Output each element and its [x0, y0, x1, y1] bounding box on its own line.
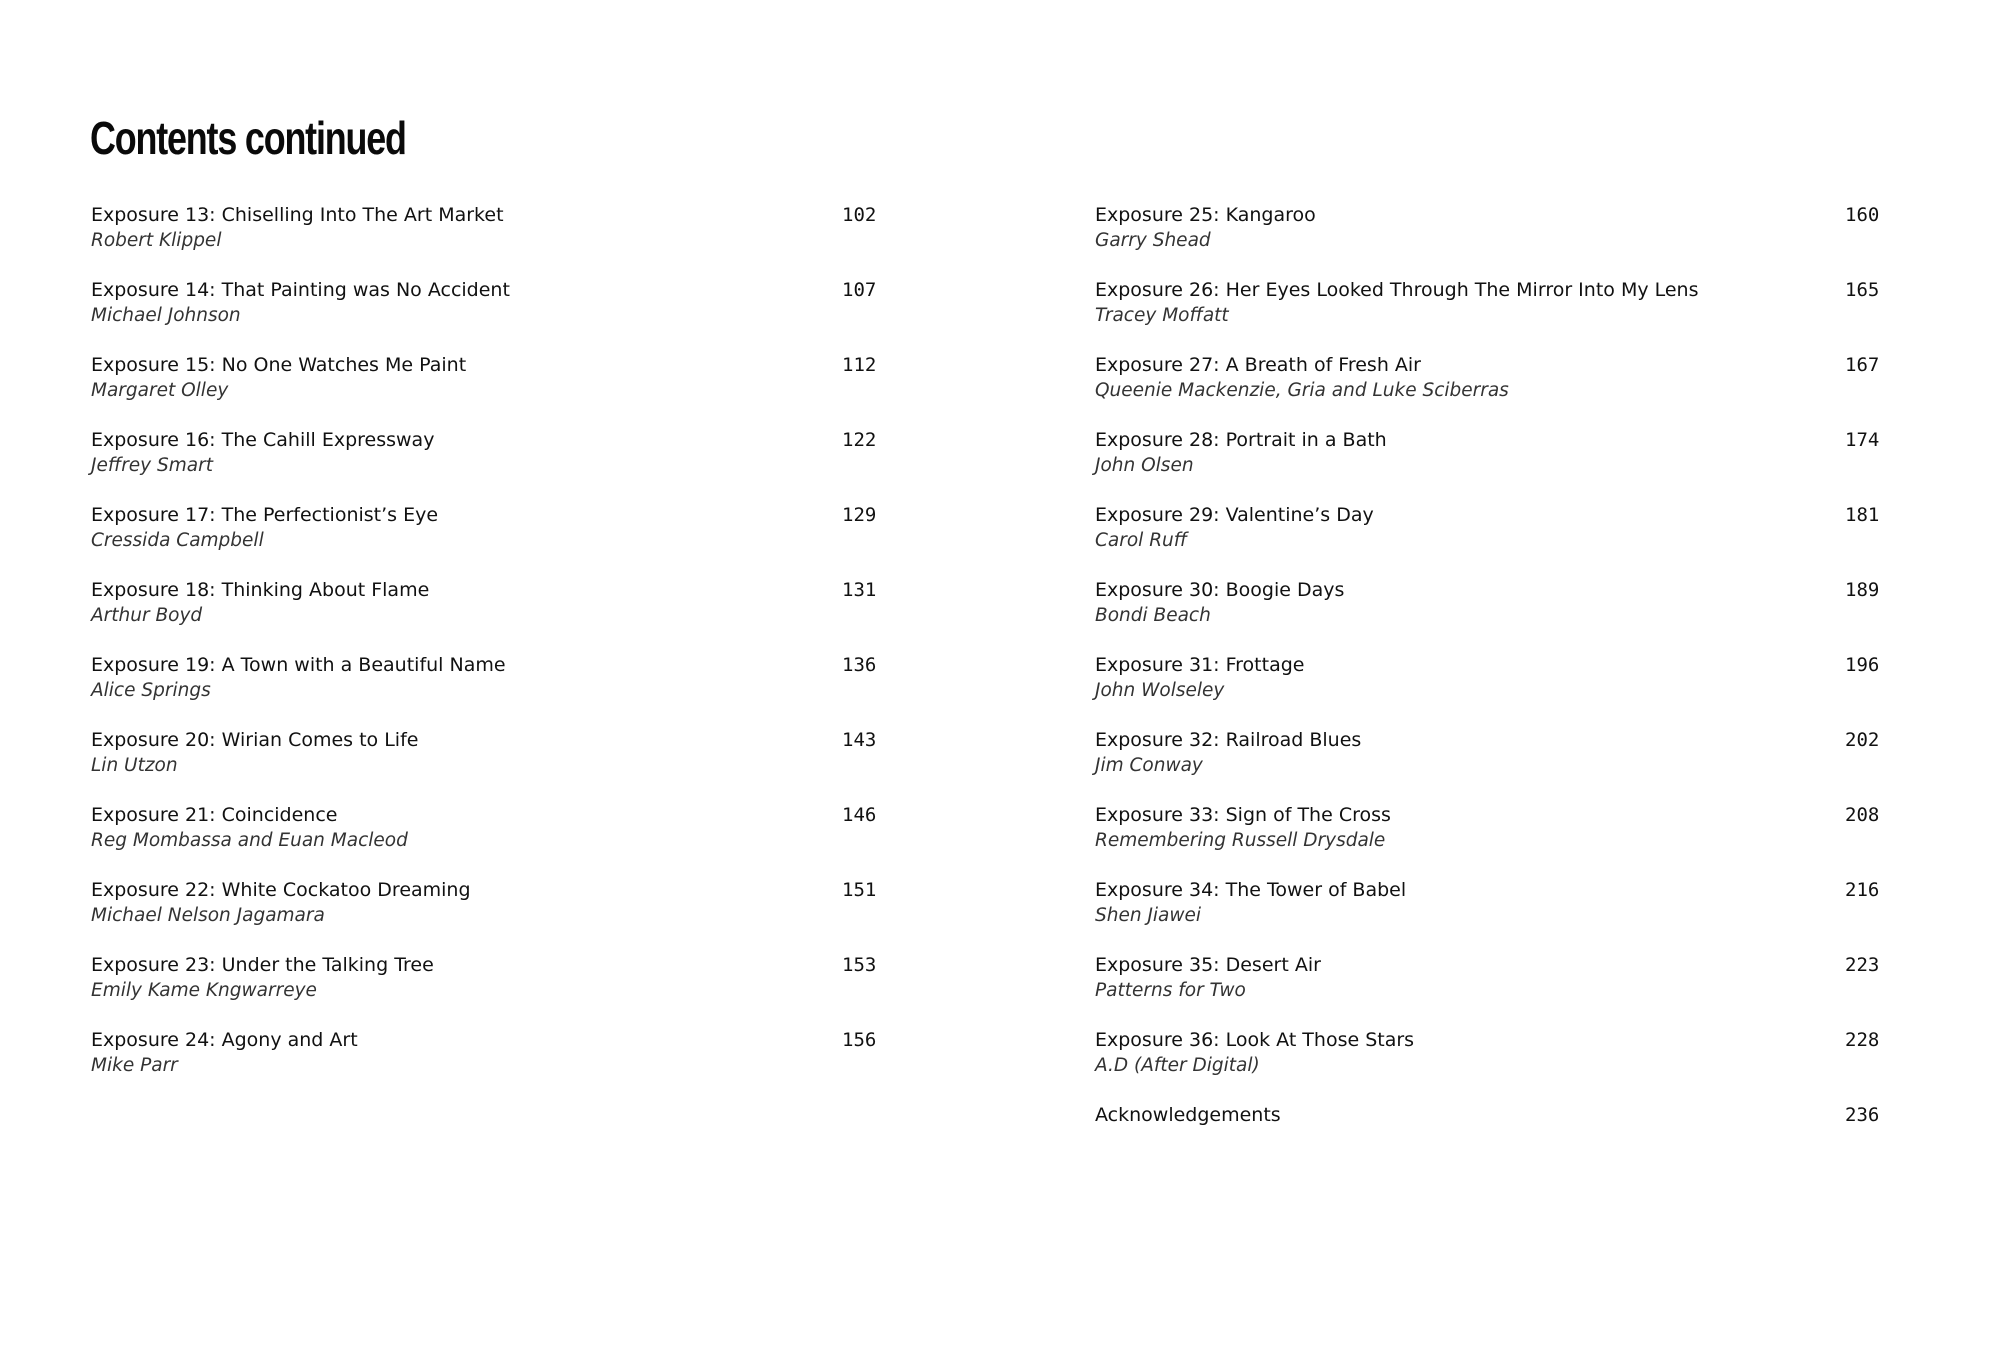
toc-entry[interactable] [1095, 878, 1915, 953]
entry-page-number: 202 [1845, 729, 1880, 751]
entry-page-number: 160 [1845, 204, 1880, 226]
entry-title: Exposure 36: Look At Those Stars [1095, 1029, 1415, 1051]
entry-title: Exposure 25: Kangaroo [1095, 204, 1316, 226]
toc-entry[interactable] [1095, 953, 1915, 1028]
toc-entry[interactable] [1095, 503, 1915, 578]
entry-page-number: 129 [842, 504, 877, 526]
entry-page-number: 165 [1845, 279, 1880, 301]
entry-page-number: 102 [842, 204, 877, 226]
entry-author: Mike Parr [91, 1055, 178, 1076]
entry-title: Exposure 27: A Breath of Fresh Air [1095, 354, 1421, 376]
entry-author: John Wolseley [1095, 680, 1225, 701]
entry-author: Reg Mombassa and Euan Macleod [91, 830, 408, 851]
entry-page-number: 236 [1845, 1104, 1880, 1126]
entry-page-number: 131 [842, 579, 877, 601]
toc-entry[interactable] [91, 1028, 911, 1103]
entry-author: Cressida Campbell [91, 530, 264, 551]
entry-title: Exposure 31: Frottage [1095, 654, 1305, 676]
entry-title: Exposure 35: Desert Air [1095, 954, 1321, 976]
entry-title: Exposure 28: Portrait in a Bath [1095, 429, 1387, 451]
entry-page-number: 167 [1845, 354, 1880, 376]
entry-author: Jim Conway [1095, 755, 1203, 776]
toc-entry[interactable] [91, 878, 911, 953]
toc-entry[interactable] [91, 203, 911, 278]
entry-page-number: 174 [1845, 429, 1880, 451]
toc-entry[interactable] [1095, 578, 1915, 653]
toc-entry[interactable] [1095, 203, 1915, 278]
entry-title: Exposure 22: White Cockatoo Dreaming [91, 879, 471, 901]
toc-entry[interactable] [1095, 428, 1915, 503]
entry-title: Exposure 30: Boogie Days [1095, 579, 1345, 601]
entry-title: Exposure 34: The Tower of Babel [1095, 879, 1407, 901]
entry-author: A.D (After Digital) [1095, 1055, 1260, 1076]
entry-page-number: 146 [842, 804, 877, 826]
toc-entry[interactable] [91, 503, 911, 578]
entry-author: Queenie Mackenzie, Gria and Luke Sciberras [1095, 380, 1509, 401]
toc-entry[interactable] [91, 728, 911, 803]
entry-page-number: 228 [1845, 1029, 1880, 1051]
toc-entry[interactable] [1095, 803, 1915, 878]
toc-entry[interactable] [1095, 278, 1915, 353]
page-title: Contents continued [90, 112, 406, 164]
entry-author: Carol Ruff [1095, 530, 1188, 551]
toc-entry[interactable] [91, 428, 911, 503]
entry-author: Lin Utzon [91, 755, 178, 776]
entry-page-number: 112 [842, 354, 877, 376]
toc-entry[interactable] [1095, 1028, 1915, 1103]
toc-entry[interactable] [1095, 353, 1915, 428]
entry-title: Exposure 19: A Town with a Beautiful Name [91, 654, 506, 676]
entry-author: Remembering Russell Drysdale [1095, 830, 1386, 851]
entry-title: Exposure 20: Wirian Comes to Life [91, 729, 419, 751]
entry-title: Exposure 15: No One Watches Me Paint [91, 354, 467, 376]
toc-entry[interactable] [91, 353, 911, 428]
entry-page-number: 107 [842, 279, 877, 301]
entry-title: Exposure 24: Agony and Art [91, 1029, 358, 1051]
entry-page-number: 151 [842, 879, 877, 901]
entry-page-number: 122 [842, 429, 877, 451]
entry-author: Bondi Beach [1095, 605, 1211, 626]
entry-page-number: 143 [842, 729, 877, 751]
entry-author: Michael Johnson [91, 305, 241, 326]
entry-page-number: 136 [842, 654, 877, 676]
entry-page-number: 196 [1845, 654, 1880, 676]
toc-entry[interactable] [91, 953, 911, 1028]
entry-author: Tracey Moffatt [1095, 305, 1229, 326]
entry-page-number: 216 [1845, 879, 1880, 901]
entry-author: Patterns for Two [1095, 980, 1246, 1001]
entry-author: Arthur Boyd [91, 605, 203, 626]
entry-title: Exposure 16: The Cahill Expressway [91, 429, 435, 451]
entry-author: Alice Springs [91, 680, 211, 701]
toc-entry[interactable] [91, 653, 911, 728]
entry-title: Acknowledgements [1095, 1104, 1281, 1126]
toc-column-left [91, 203, 911, 1103]
entry-author: Michael Nelson Jagamara [91, 905, 325, 926]
entry-page-number: 156 [842, 1029, 877, 1051]
toc-entry[interactable] [1095, 728, 1915, 803]
entry-title: Exposure 23: Under the Talking Tree [91, 954, 434, 976]
entry-page-number: 223 [1845, 954, 1880, 976]
entry-title: Exposure 21: Coincidence [91, 804, 338, 826]
entry-author: John Olsen [1095, 455, 1194, 476]
entry-page-number: 181 [1845, 504, 1880, 526]
entry-author: Shen Jiawei [1095, 905, 1202, 926]
toc-entry-acknowledgements[interactable] [1095, 1103, 1915, 1178]
entry-title: Exposure 26: Her Eyes Looked Through The Mirror Into My Lens [1095, 279, 1699, 301]
toc-entry[interactable] [91, 803, 911, 878]
entry-title: Exposure 14: That Painting was No Accident [91, 279, 510, 301]
entry-author: Jeffrey Smart [91, 455, 213, 476]
entry-title: Exposure 32: Railroad Blues [1095, 729, 1362, 751]
entry-title: Exposure 13: Chiselling Into The Art Market [91, 204, 504, 226]
entry-author: Margaret Olley [91, 380, 229, 401]
toc-entry[interactable] [1095, 653, 1915, 728]
toc-entry[interactable] [91, 278, 911, 353]
entry-author: Garry Shead [1095, 230, 1211, 251]
entry-page-number: 208 [1845, 804, 1880, 826]
entry-page-number: 153 [842, 954, 877, 976]
entry-title: Exposure 17: The Perfectionist’s Eye [91, 504, 439, 526]
entry-title: Exposure 18: Thinking About Flame [91, 579, 430, 601]
entry-title: Exposure 33: Sign of The Cross [1095, 804, 1391, 826]
entry-author: Robert Klippel [91, 230, 222, 251]
entry-page-number: 189 [1845, 579, 1880, 601]
entry-title: Exposure 29: Valentine’s Day [1095, 504, 1374, 526]
entry-author: Emily Kame Kngwarreye [91, 980, 317, 1001]
toc-entry[interactable] [91, 578, 911, 653]
toc-column-right [1095, 203, 1915, 1178]
